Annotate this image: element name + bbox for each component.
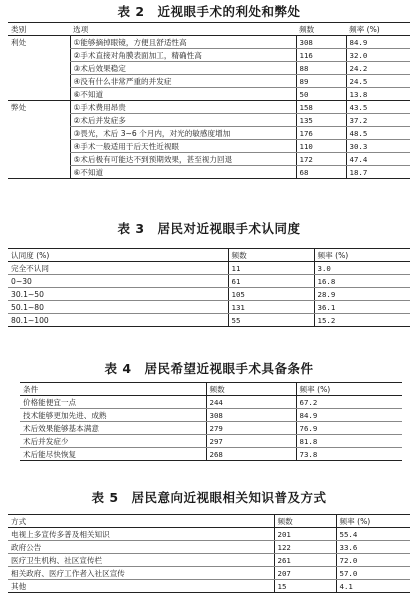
table-2-title: 表 2 近视眼手术的利处和弊处 <box>117 4 301 19</box>
table-row <box>8 62 410 75</box>
row-count: 244 <box>206 396 296 409</box>
row-rate: 33.6 <box>336 541 410 554</box>
row-label: 术后效果能够基本满意 <box>20 422 206 435</box>
row-label: 政府公告 <box>8 541 274 554</box>
row-count: 122 <box>274 541 336 554</box>
table-row <box>8 301 410 314</box>
row-count: 261 <box>274 554 336 567</box>
table-row <box>8 314 410 327</box>
header-count: 频数 <box>274 515 336 528</box>
row-rate: 30.3 <box>346 140 410 153</box>
row-rate: 24.2 <box>346 62 410 75</box>
table-3-header-row <box>8 249 410 262</box>
header-rate: 频率 (%) <box>314 249 410 262</box>
row-category <box>8 75 70 88</box>
table-row <box>20 435 402 448</box>
row-rate: 16.8 <box>314 275 410 288</box>
row-count: 11 <box>228 262 314 275</box>
row-rate: 84.9 <box>346 36 410 49</box>
row-label: 80.1~100 <box>8 314 228 327</box>
row-category <box>8 49 70 62</box>
row-count: 50 <box>296 88 346 101</box>
row-rate: 3.0 <box>314 262 410 275</box>
table-row <box>8 528 410 541</box>
row-rate: 36.1 <box>314 301 410 314</box>
table-2 <box>8 22 410 179</box>
row-category <box>8 62 70 75</box>
row-category: 弊处 <box>11 102 27 112</box>
row-rate: 13.8 <box>346 88 410 101</box>
row-rate: 4.1 <box>336 580 410 593</box>
row-count: 55 <box>228 314 314 327</box>
table-row <box>20 448 402 461</box>
table-row <box>8 140 410 153</box>
row-label: 完全不认同 <box>8 262 228 275</box>
header-approval: 认同度 (%) <box>8 249 228 262</box>
table-5-title: 表 5 居民意向近视眼相关知识普及方式 <box>91 490 327 505</box>
row-count: 110 <box>296 140 346 153</box>
row-count: 172 <box>296 153 346 166</box>
table-4 <box>20 382 402 461</box>
row-count: 279 <box>206 422 296 435</box>
table-row <box>8 101 410 114</box>
row-category <box>8 88 70 101</box>
row-label: 价格能便宜一点 <box>20 396 206 409</box>
row-option: ③术后效果稳定 <box>70 62 296 75</box>
row-rate: 55.4 <box>336 528 410 541</box>
row-rate: 81.8 <box>296 435 402 448</box>
row-count: 135 <box>296 114 346 127</box>
row-count: 297 <box>206 435 296 448</box>
table-row <box>8 166 410 179</box>
row-label: 50.1~80 <box>8 301 228 314</box>
table-3-title: 表 3 居民对近视眼手术认同度 <box>117 221 301 236</box>
row-label: 医疗卫生机构、社区宣传栏 <box>8 554 274 567</box>
row-rate: 15.2 <box>314 314 410 327</box>
row-category <box>8 166 70 179</box>
row-category <box>8 153 70 166</box>
row-count: 201 <box>274 528 336 541</box>
row-count: 68 <box>296 166 346 179</box>
table-row <box>20 422 402 435</box>
row-rate: 72.0 <box>336 554 410 567</box>
table-row <box>8 580 410 593</box>
header-condition: 条件 <box>20 383 206 396</box>
table-5-header-row <box>8 515 410 528</box>
header-count: 频数 <box>228 249 314 262</box>
table-row <box>8 49 410 62</box>
row-count: 116 <box>296 49 346 62</box>
row-category <box>8 127 70 140</box>
table-row <box>20 409 402 422</box>
table-row <box>8 36 410 49</box>
table-5 <box>8 514 410 593</box>
table-row <box>8 114 410 127</box>
table-row <box>8 88 410 101</box>
row-count: 15 <box>274 580 336 593</box>
row-rate: 43.5 <box>346 101 410 114</box>
table-4-title: 表 4 居民希望近视眼手术具备条件 <box>104 361 314 376</box>
row-option: ①手术费用昂贵 <box>70 101 296 114</box>
row-option: ③畏光，术后 3~6 个月内，对光的敏感度增加 <box>70 127 296 140</box>
row-label: 其他 <box>8 580 274 593</box>
header-category: 类别 <box>8 23 70 36</box>
row-count: 105 <box>228 288 314 301</box>
table-row <box>8 288 410 301</box>
row-label: 术后并发症少 <box>20 435 206 448</box>
row-rate: 48.5 <box>346 127 410 140</box>
row-rate: 32.0 <box>346 49 410 62</box>
row-option: ④没有什么非常严重的并发症 <box>70 75 296 88</box>
row-label: 相关政府、医疗工作者入社区宣传 <box>8 567 274 580</box>
row-option: ⑤术后极有可能达不到预期效果，甚至视力回退 <box>70 153 296 166</box>
table-row <box>8 127 410 140</box>
row-rate: 24.5 <box>346 75 410 88</box>
table-4-header-row <box>20 383 402 396</box>
header-count: 频数 <box>296 23 346 36</box>
row-option: ④手术一般适用于后天性近视眼 <box>70 140 296 153</box>
row-label: 电视上多宣传多普及相关知识 <box>8 528 274 541</box>
table-row <box>20 396 402 409</box>
row-option: ⑥不知道 <box>70 88 296 101</box>
header-rate: 频率 (%) <box>336 515 410 528</box>
row-count: 308 <box>296 36 346 49</box>
row-rate: 84.9 <box>296 409 402 422</box>
row-count: 176 <box>296 127 346 140</box>
row-label: 30.1~50 <box>8 288 228 301</box>
row-rate: 28.9 <box>314 288 410 301</box>
table-row <box>8 153 410 166</box>
table-row <box>8 567 410 580</box>
row-count: 61 <box>228 275 314 288</box>
row-count: 308 <box>206 409 296 422</box>
row-count: 89 <box>296 75 346 88</box>
table-3 <box>8 248 410 327</box>
row-rate: 47.4 <box>346 153 410 166</box>
row-rate: 67.2 <box>296 396 402 409</box>
header-method: 方式 <box>8 515 274 528</box>
row-rate: 57.0 <box>336 567 410 580</box>
header-rate: 频率 (%) <box>296 383 402 396</box>
row-option: ②术后并发症多 <box>70 114 296 127</box>
row-option: ①能够摘掉眼镜，方便且舒适性高 <box>70 36 296 49</box>
table-row <box>8 75 410 88</box>
row-category: 利处 <box>11 37 27 47</box>
row-rate: 37.2 <box>346 114 410 127</box>
row-rate: 73.8 <box>296 448 402 461</box>
row-category <box>8 140 70 153</box>
row-label: 技术能够更加先进、成熟 <box>20 409 206 422</box>
header-count: 频数 <box>206 383 296 396</box>
row-category <box>8 114 70 127</box>
row-count: 88 <box>296 62 346 75</box>
table-row <box>8 541 410 554</box>
row-count: 131 <box>228 301 314 314</box>
table-row <box>8 275 410 288</box>
table-2-header-row <box>8 23 410 36</box>
table-row <box>8 262 410 275</box>
row-label: 0~30 <box>8 275 228 288</box>
row-option: ⑥不知道 <box>70 166 296 179</box>
row-label: 术后能尽快恢复 <box>20 448 206 461</box>
row-count: 158 <box>296 101 346 114</box>
header-option: 选项 <box>70 23 296 36</box>
header-rate: 频率 (%) <box>346 23 410 36</box>
row-rate: 18.7 <box>346 166 410 179</box>
table-row <box>8 554 410 567</box>
row-option: ②手术直接对角膜表面加工，精确性高 <box>70 49 296 62</box>
row-count: 207 <box>274 567 336 580</box>
row-count: 268 <box>206 448 296 461</box>
row-rate: 76.9 <box>296 422 402 435</box>
